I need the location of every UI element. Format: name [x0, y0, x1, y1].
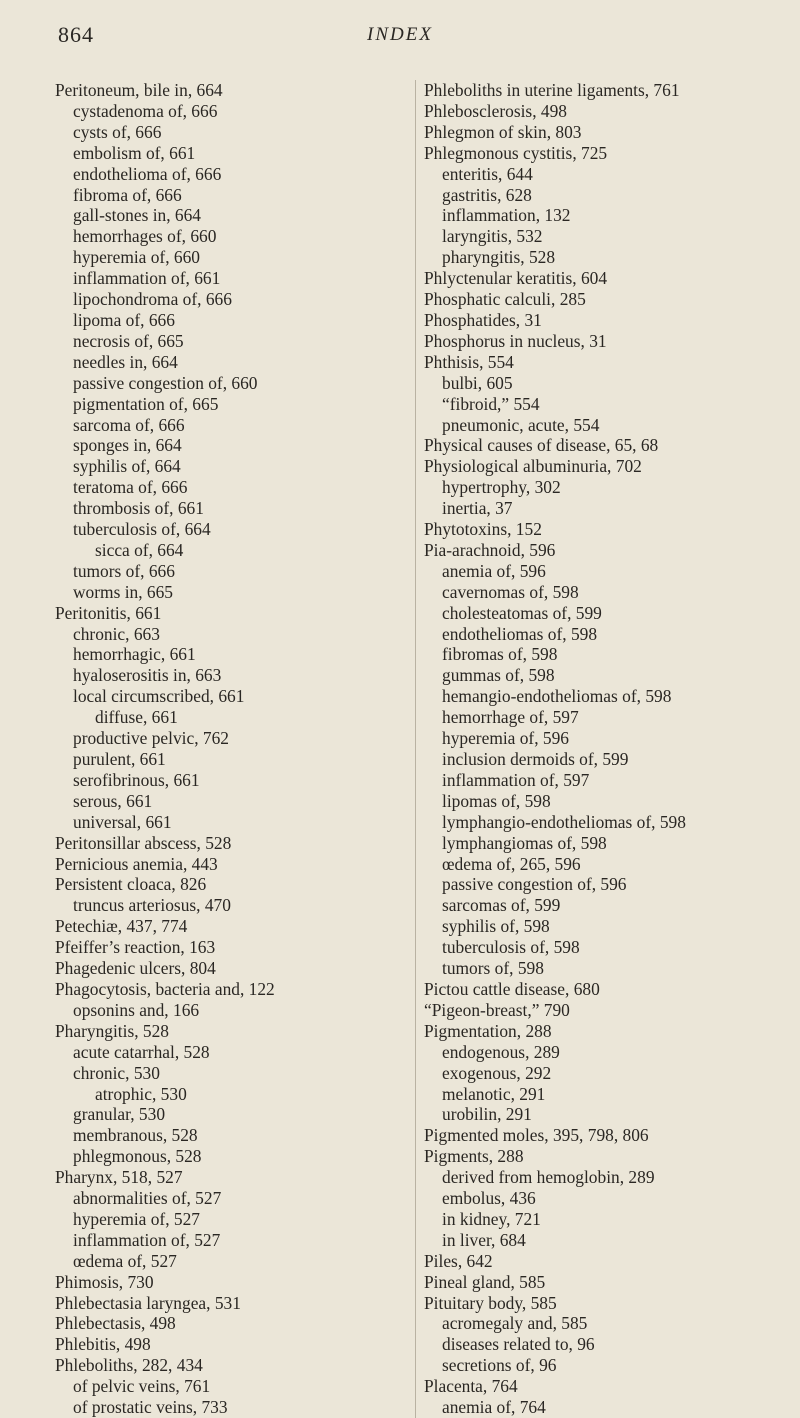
- index-subentry: secretions of, 96: [442, 1355, 557, 1376]
- index-subentry: truncus arteriosus, 470: [73, 895, 231, 916]
- index-subentry: worms in, 665: [73, 581, 173, 602]
- index-subentry: purulent, 661: [73, 749, 166, 769]
- index-subentry: opsonins and, 166: [73, 999, 200, 1020]
- index-subentry: lipomas of, 598: [442, 790, 551, 811]
- index-subentry: anemia of, 596: [442, 560, 546, 581]
- index-entry: Persistent cloaca, 826: [55, 874, 207, 895]
- index-subentry: derived from hemoglobin, 289: [442, 1167, 655, 1188]
- index-subentry: passive congestion of, 660: [73, 372, 258, 393]
- index-subentry: inertia, 37: [442, 498, 513, 519]
- index-entry: Phosphatides, 31: [424, 309, 542, 330]
- index-entry: “Pigeon-breast,” 790: [424, 999, 570, 1020]
- index-subentry: endogenous, 289: [442, 1041, 560, 1062]
- index-entry: Physiological albuminuria, 702: [424, 456, 642, 477]
- index-subentry: phlegmonous, 528: [73, 1146, 202, 1167]
- index-subentry: chronic, 530: [73, 1062, 160, 1083]
- index-entry: Phagedenic ulcers, 804: [55, 958, 216, 979]
- index-subentry: in liver, 684: [442, 1229, 526, 1250]
- index-subentry: œdema of, 265, 596: [442, 853, 581, 874]
- index-entry: Pernicious anemia, 443: [55, 853, 218, 874]
- index-entry: Phosphorus in nucleus, 31: [424, 330, 607, 351]
- index-entry: Pigments, 288: [424, 1146, 524, 1167]
- index-entry: Phleboliths, 282, 434: [55, 1355, 203, 1376]
- index-subentry: universal, 661: [73, 811, 172, 832]
- index-subentry: pharyngitis, 528: [442, 247, 556, 268]
- index-subentry: serofibrinous, 661: [73, 769, 200, 790]
- index-subentry: syphilis of, 664: [73, 456, 181, 477]
- index-entry: Petechiæ, 437, 774: [55, 916, 188, 937]
- page-number: 864: [58, 22, 94, 47]
- index-subentry: syphilis of, 598: [442, 916, 550, 937]
- index-entry: Phlegmon of skin, 803: [424, 121, 582, 142]
- index-subentry: anemia of, 764: [442, 1397, 546, 1418]
- index-entry: Pineal gland, 585: [424, 1271, 546, 1292]
- index-subentry: inflammation of, 661: [73, 268, 221, 289]
- index-subentry: gummas of, 598: [442, 665, 555, 686]
- index-subentry: membranous, 528: [73, 1125, 198, 1146]
- index-subentry: lymphangiomas of, 598: [442, 832, 607, 853]
- index-subentry: tuberculosis of, 598: [442, 937, 580, 958]
- index-entry: Phthisis, 554: [424, 351, 514, 372]
- index-entry: Phimosis, 730: [55, 1271, 154, 1292]
- index-column-left: [55, 80, 395, 1418]
- index-subentry: thrombosis of, 661: [73, 498, 204, 519]
- running-head: INDEX: [367, 24, 433, 45]
- index-entry: Pictou cattle disease, 680: [424, 978, 600, 999]
- index-subentry: lipochondroma of, 666: [73, 289, 232, 310]
- index-subentry: diseases related to, 96: [442, 1334, 595, 1355]
- index-entry: Peritonitis, 661: [55, 602, 162, 623]
- index-subentry: diffuse, 661: [95, 707, 178, 728]
- index-entry: Physical causes of disease, 65, 68: [424, 435, 659, 456]
- index-subentry: gall-stones in, 664: [73, 205, 202, 226]
- index-subentry: acute catarrhal, 528: [73, 1041, 210, 1062]
- index-subentry: cholesteatomas of, 599: [442, 602, 602, 623]
- index-subentry: cystadenoma of, 666: [73, 100, 218, 121]
- index-subentry: bulbi, 605: [442, 372, 513, 393]
- index-entry: Piles, 642: [424, 1250, 493, 1271]
- index-subentry: in kidney, 721: [442, 1208, 541, 1229]
- index-subentry: serous, 661: [73, 790, 153, 811]
- index-subentry: urobilin, 291: [442, 1104, 532, 1125]
- index-subentry: hyperemia of, 660: [73, 247, 201, 268]
- index-subentry: cavernomas of, 598: [442, 581, 579, 602]
- index-subentry: pigmentation of, 665: [73, 393, 219, 414]
- index-subentry: exogenous, 292: [442, 1062, 552, 1083]
- index-subentry: abnormalities of, 527: [73, 1188, 222, 1209]
- index-subentry: needles in, 664: [73, 351, 178, 372]
- index-entry: Peritoneum, bile in, 664: [55, 80, 223, 100]
- index-subentry: hypertrophy, 302: [442, 477, 561, 498]
- index-entry: Pituitary body, 585: [424, 1292, 557, 1313]
- index-subentry: cysts of, 666: [73, 121, 162, 142]
- index-subentry: hyaloserositis in, 663: [73, 665, 222, 686]
- index-subentry: embolism of, 661: [73, 142, 196, 163]
- index-subentry: of pelvic veins, 761: [73, 1376, 211, 1397]
- index-subentry: atrophic, 530: [95, 1083, 187, 1104]
- index-entry: Phlebitis, 498: [55, 1334, 151, 1355]
- index-subentry: hemorrhages of, 660: [73, 226, 217, 247]
- index-subentry: sarcomas of, 599: [442, 895, 561, 916]
- index-subentry: hyperemia of, 596: [442, 728, 570, 749]
- index-subentry: hyperemia of, 527: [73, 1208, 201, 1229]
- index-column-right: [415, 80, 794, 1418]
- page-header: [0, 22, 800, 52]
- index-entry: Pigmentation, 288: [424, 1020, 552, 1041]
- index-subentry: embolus, 436: [442, 1188, 536, 1209]
- index-subentry: granular, 530: [73, 1104, 166, 1125]
- index-entry: Phlyctenular keratitis, 604: [424, 268, 608, 289]
- index-subentry: necrosis of, 665: [73, 330, 184, 351]
- index-subentry: hemangio-endotheliomas of, 598: [442, 686, 672, 707]
- index-subentry: local circumscribed, 661: [73, 686, 245, 707]
- index-subentry: fibromas of, 598: [442, 644, 558, 665]
- index-entry: Phlebosclerosis, 498: [424, 100, 567, 121]
- index-subentry: sarcoma of, 666: [73, 414, 185, 435]
- index-entry: Phlegmonous cystitis, 725: [424, 142, 608, 163]
- index-subentry: laryngitis, 532: [442, 226, 543, 247]
- index-subentry: pneumonic, acute, 554: [442, 414, 600, 435]
- index-subentry: tumors of, 666: [73, 560, 175, 581]
- index-subentry: enteritis, 644: [442, 163, 533, 184]
- index-subentry: endotheliomas of, 598: [442, 623, 598, 644]
- index-subentry: chronic, 663: [73, 623, 160, 644]
- index-subentry: tuberculosis of, 664: [73, 519, 211, 540]
- index-subentry: “fibroid,” 554: [442, 393, 540, 414]
- index-subentry: hemorrhagic, 661: [73, 644, 196, 665]
- index-subentry: endothelioma of, 666: [73, 163, 222, 184]
- index-subentry: gastritis, 628: [442, 184, 532, 205]
- index-subentry: acromegaly and, 585: [442, 1313, 588, 1334]
- index-subentry: tumors of, 598: [442, 958, 544, 979]
- index-entry: Phleboliths in uterine ligaments, 761: [424, 80, 680, 100]
- index-entry: Pharyngitis, 528: [55, 1020, 170, 1041]
- index-entry: Phlebectasis, 498: [55, 1313, 176, 1334]
- index-entry: Peritonsillar abscess, 528: [55, 832, 232, 853]
- index-subentry: productive pelvic, 762: [73, 728, 229, 749]
- index-subentry: lymphangio-endotheliomas of, 598: [442, 811, 686, 832]
- index-subentry: inflammation of, 597: [442, 769, 590, 790]
- index-subentry: inflammation, 132: [442, 205, 571, 226]
- index-entry: Phosphatic calculi, 285: [424, 289, 586, 310]
- index-entry: Pigmented moles, 395, 798, 806: [424, 1125, 649, 1146]
- index-entry: Phlebectasia laryngea, 531: [55, 1292, 241, 1313]
- index-subentry: sponges in, 664: [73, 435, 182, 456]
- index-subentry: sicca of, 664: [95, 539, 184, 560]
- index-entry: Placenta, 764: [424, 1376, 518, 1397]
- index-entry: Pia-arachnoid, 596: [424, 539, 556, 560]
- index-entry: Pfeiffer’s reaction, 163: [55, 937, 216, 958]
- index-subentry: lipoma of, 666: [73, 309, 175, 330]
- index-subentry: inclusion dermoids of, 599: [442, 749, 629, 769]
- index-subentry: of prostatic veins, 733: [73, 1397, 228, 1418]
- index-subentry: œdema of, 527: [73, 1250, 177, 1271]
- index-entry: Phytotoxins, 152: [424, 519, 542, 540]
- index-subentry: fibroma of, 666: [73, 184, 182, 205]
- index-subentry: inflammation of, 527: [73, 1229, 221, 1250]
- index-subentry: teratoma of, 666: [73, 477, 188, 498]
- index-subentry: melanotic, 291: [442, 1083, 546, 1104]
- index-subentry: passive congestion of, 596: [442, 874, 627, 895]
- index-subentry: hemorrhage of, 597: [442, 707, 579, 728]
- index-entry: Pharynx, 518, 527: [55, 1167, 183, 1188]
- index-entry: Phagocytosis, bacteria and, 122: [55, 978, 275, 999]
